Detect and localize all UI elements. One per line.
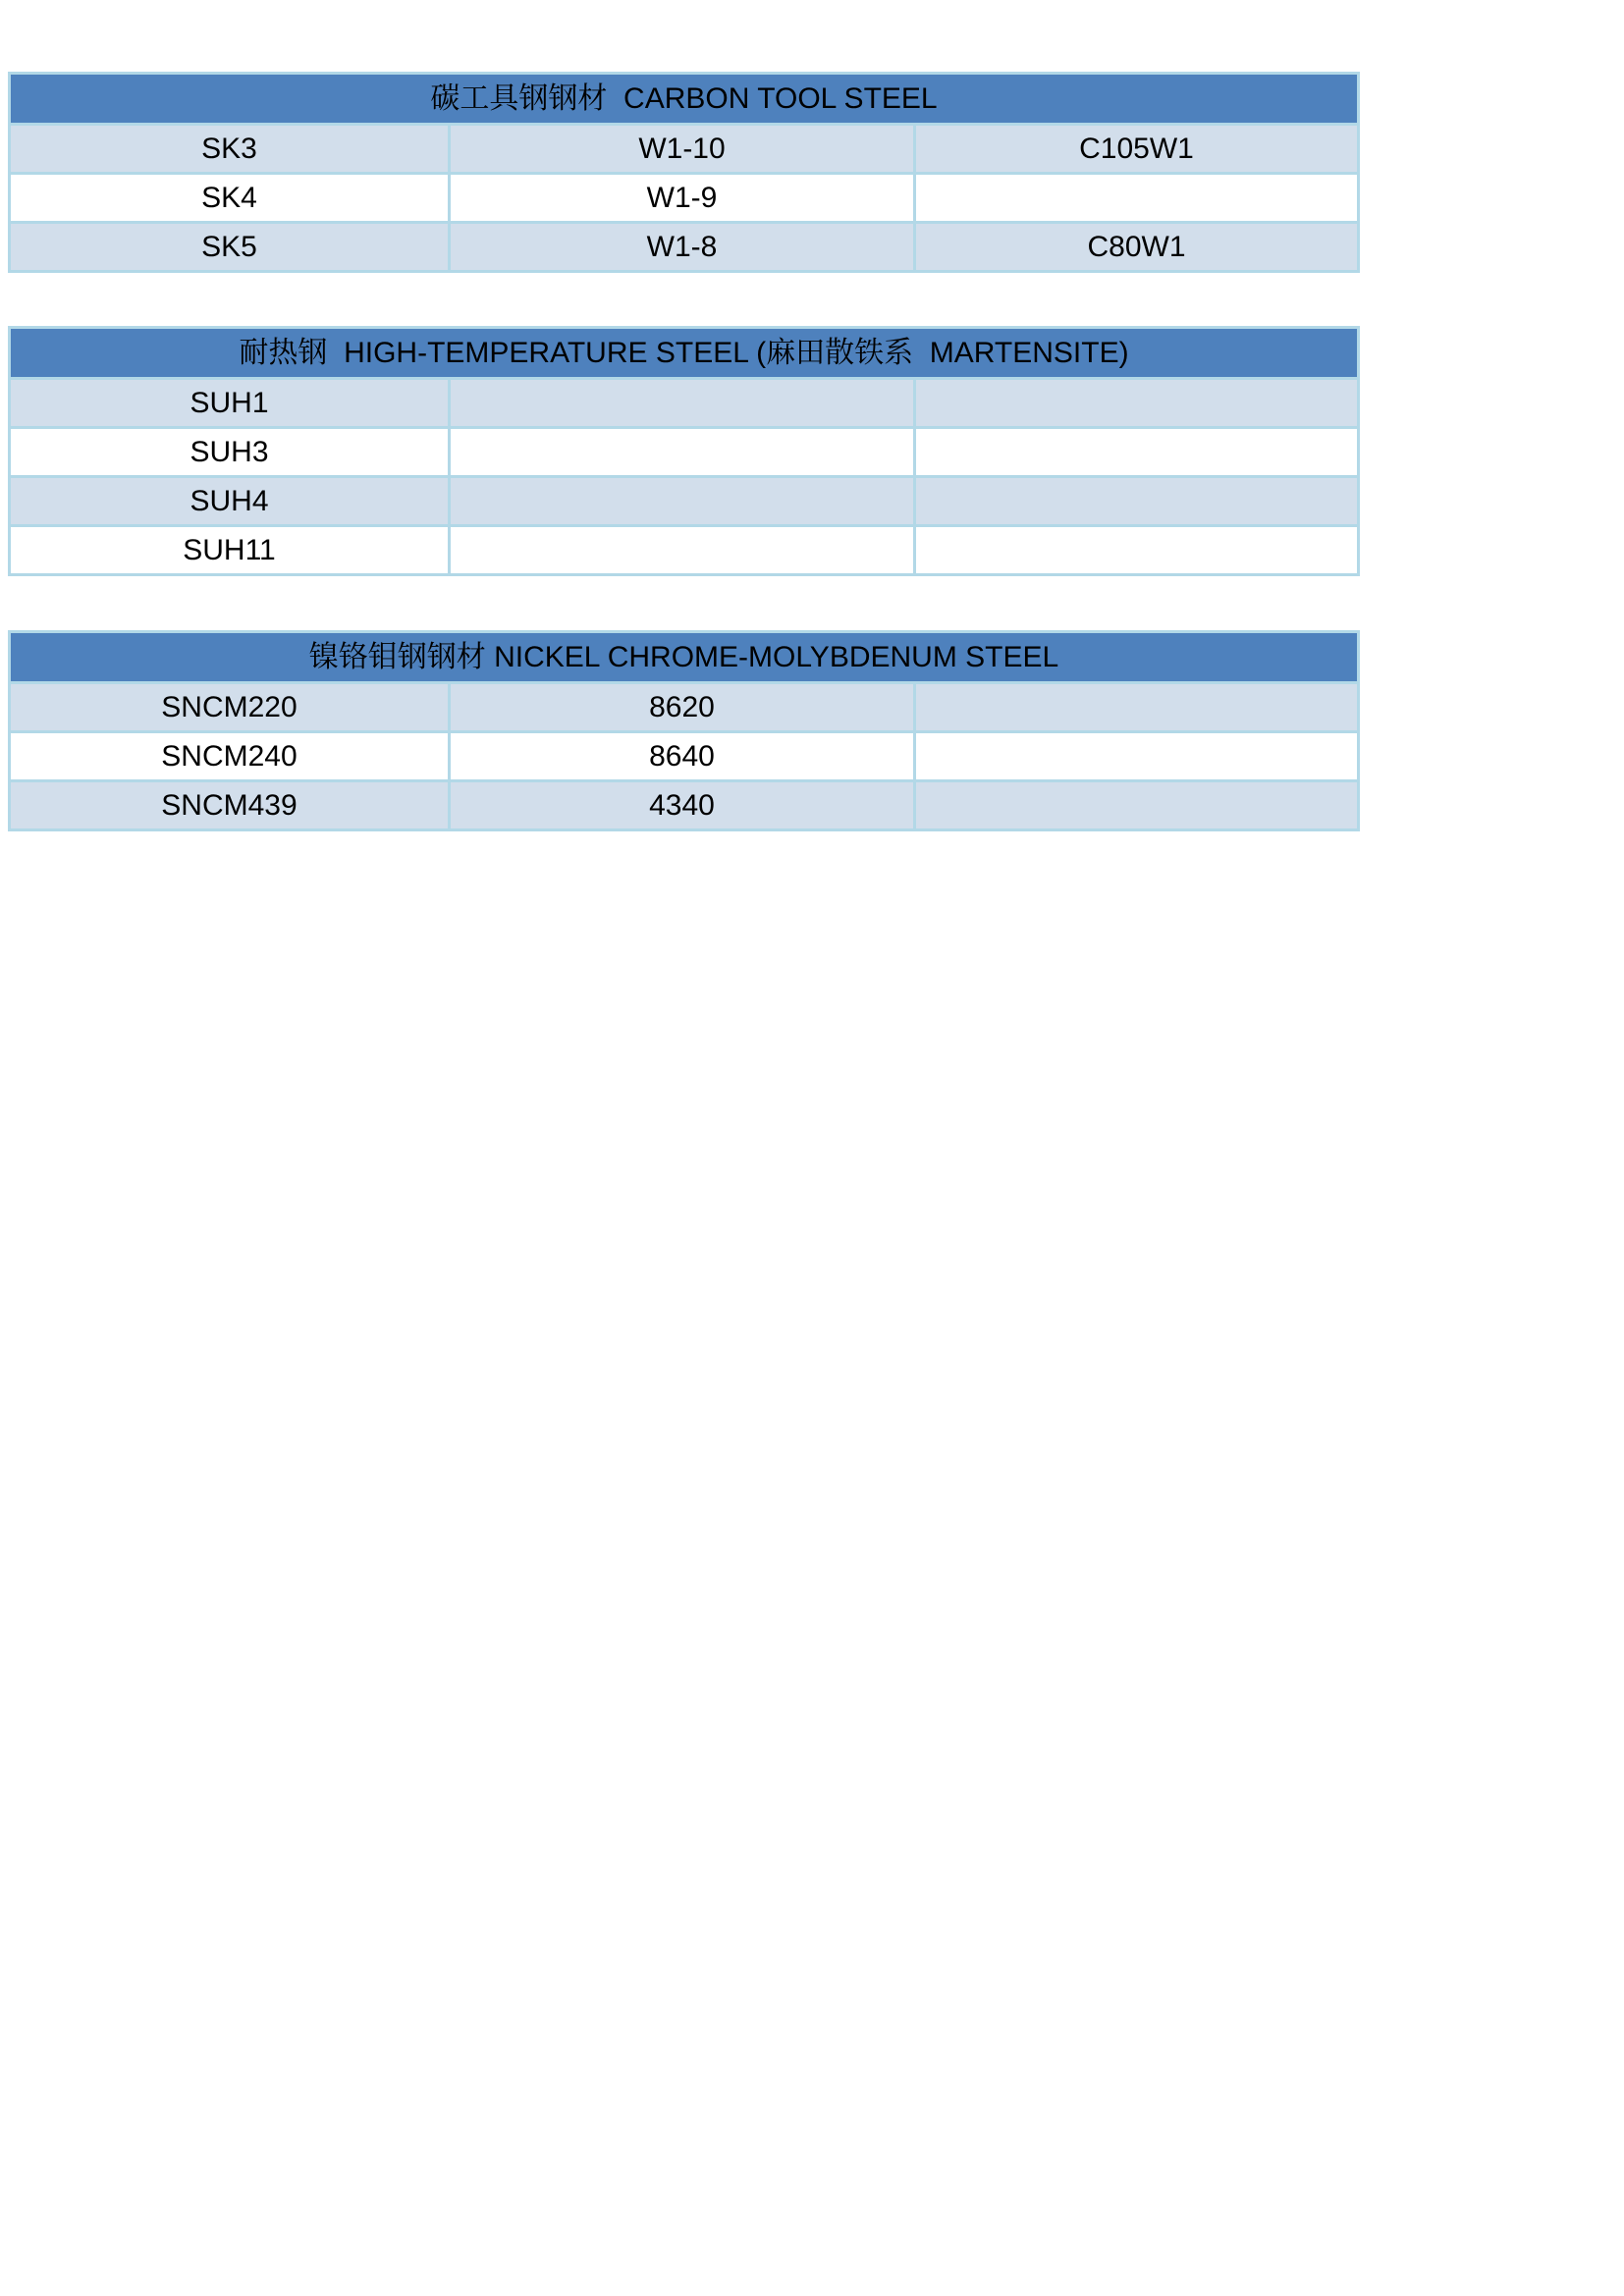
table-cell: 8640 <box>448 733 913 779</box>
table-row <box>11 475 1357 524</box>
table-cell <box>913 684 1357 730</box>
table-cell <box>913 429 1357 475</box>
table-cell: W1-8 <box>448 224 913 270</box>
table-cell <box>913 478 1357 524</box>
table-cell: W1-9 <box>448 175 913 221</box>
table-cell: SUH11 <box>183 533 276 566</box>
table-title-high-temperature-steel: 耐热钢 HIGH-TEMPERATURE STEEL (麻田散铁系 MARTENSITE) <box>239 336 1129 369</box>
high-temperature-steel-table <box>8 326 1360 576</box>
table-cell: SNCM439 <box>161 788 298 822</box>
table-row <box>11 426 1357 475</box>
table-row <box>11 172 1357 221</box>
table-cell <box>448 478 913 524</box>
table-row <box>11 377 1357 426</box>
table-cell <box>913 175 1357 221</box>
table-cell: W1-10 <box>448 126 913 172</box>
table-row <box>11 123 1357 172</box>
table-row <box>11 524 1357 573</box>
table-cell: SK5 <box>201 230 257 263</box>
table-row <box>11 730 1357 779</box>
table-cell: 4340 <box>448 782 913 828</box>
table-cell <box>448 380 913 426</box>
table-header <box>11 329 1357 377</box>
table-cell: SUH3 <box>189 435 269 468</box>
table-cell: C80W1 <box>913 224 1357 270</box>
table-cell: SUH1 <box>189 386 269 419</box>
table-cell <box>913 782 1357 828</box>
table-cell: C105W1 <box>913 126 1357 172</box>
nickel-chrome-molybdenum-steel-table <box>8 630 1360 831</box>
table-row <box>11 779 1357 828</box>
table-cell <box>913 733 1357 779</box>
table-cell: 8620 <box>448 684 913 730</box>
table-header <box>11 75 1357 123</box>
table-row <box>11 681 1357 730</box>
table-cell: SNCM240 <box>161 739 298 773</box>
table-cell <box>913 527 1357 573</box>
table-cell <box>448 527 913 573</box>
carbon-tool-steel-table <box>8 72 1360 273</box>
table-cell: SUH4 <box>189 484 269 517</box>
table-cell: SK3 <box>201 132 257 165</box>
table-title-carbon-tool-steel: 碳工具钢钢材 CARBON TOOL STEEL <box>430 81 938 115</box>
table-row <box>11 221 1357 270</box>
table-cell: SK4 <box>201 181 257 214</box>
table-cell <box>448 429 913 475</box>
table-header <box>11 633 1357 681</box>
table-cell: SNCM220 <box>161 690 298 723</box>
table-title-nickel-chrome-molybdenum-steel: 镍铬钼钢钢材 NICKEL CHROME-MOLYBDENUM STEEL <box>308 640 1059 673</box>
table-cell <box>913 380 1357 426</box>
